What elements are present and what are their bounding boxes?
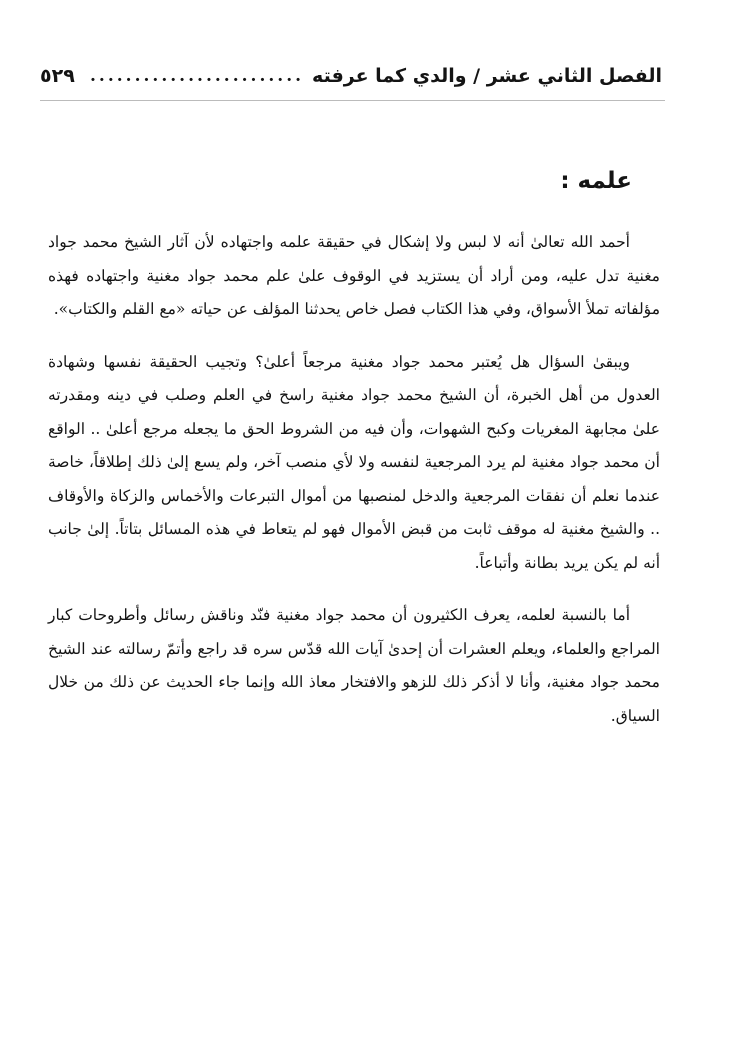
- chapter-title: الفصل الثاني عشر / والدي كما عرفته: [312, 65, 662, 87]
- paragraph-1: أحمد الله تعالىٰ أنه لا لبس ولا إشكال في حقيقة علمه واجتهاده لأن آثار الشيخ محمد جواد مغنية تدل عليه، ومن أراد أن يستزيد في الوقوف علىٰ علم محمد جواد مغنية واجتهاده فهذه مؤلفاته تملأ الأسواق، وفي هذا الكتاب فصل خاص يحدثنا المؤلف عن حياته «مع القلم والكتاب».: [48, 233, 660, 318]
- section-heading: علمه :: [560, 168, 632, 194]
- leader-dots: ........................: [90, 66, 305, 86]
- header-rule: [40, 100, 665, 101]
- paragraph-2: ويبقىٰ السؤال هل يُعتبر محمد جواد مغنية مرجعاً أعلىٰ؟ وتجيب الحقيقة نفسها وشهادة العدول من أهل الخبرة، أن الشيخ محمد جواد مغنية راسخ في العلم وصلب في دينه ومقدرته علىٰ مجابهة المغريات وكبح الشهوات، وأن فيه من الشروط الحق ما يجعله مرجع أعلىٰ .. الواقع أن محمد جواد مغنية لم يرد المرجعية لنفسه ولا لأي منصب آخر، ولم يسع إلىٰ ذلك إطلاقاً، خاصة عندما نعلم أن نفقات المرجعية والدخل لمنصبها من أموال التبرعات والأخماس والزكاة والأوقاف .. والشيخ مغنية له موقف ثابت من قبض الأموال فهو لم يتعاط في هذه المسائل بتاتاً. إلىٰ جانب أنه لم يكن يريد بطانة وأتباعاً.: [48, 352, 660, 572]
- paragraph-3: أما بالنسبة لعلمه، يعرف الكثيرون أن محمد جواد مغنية فنّد وناقش رسائل وأطروحات كبار المراجع والعلماء، ويعلم العشرات أن إحدىٰ آيات الله قدّس سره قد راجع وأتمّ رسالته عند الشيخ محمد جواد مغنية، وأنا لا أذكر ذلك للزهو والافتخار معاذ الله وإنما جاء الحديث عن ذلك من خلال السياق.: [48, 606, 660, 725]
- running-header: [40, 58, 662, 94]
- body-text: [48, 226, 660, 733]
- page-number: ٥٢٩: [40, 65, 75, 87]
